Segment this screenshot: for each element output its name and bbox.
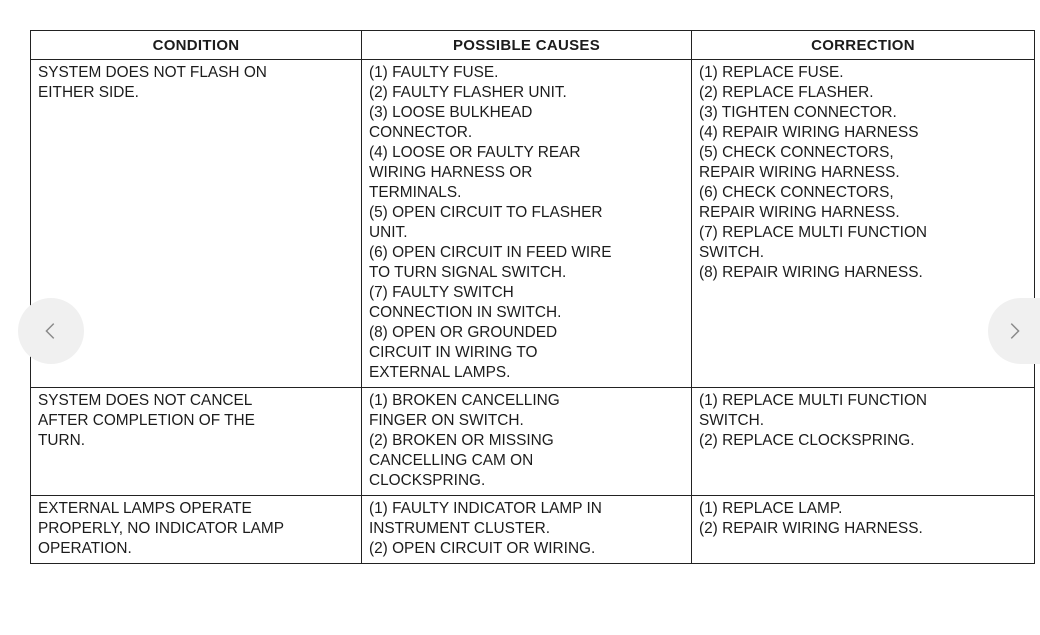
cause-text-line: (2) OPEN CIRCUIT OR WIRING. [369,540,596,557]
correction-text-line: SWITCH. [699,244,764,261]
cause-text-line: FINGER ON SWITCH. [369,412,524,429]
cause-text-line: (3) LOOSE BULKHEAD [369,104,533,121]
cause-text-line: (5) OPEN CIRCUIT TO FLASHER [369,204,603,221]
cause-text-line: CONNECTOR. [369,124,473,141]
cause-text-line: UNIT. [369,224,408,241]
condition-text-line: AFTER COMPLETION OF THE [38,412,255,429]
condition-text-line: EXTERNAL LAMPS OPERATE [38,500,252,517]
correction-text-line: (1) REPLACE LAMP. [699,500,843,517]
correction-text-line: (1) REPLACE MULTI FUNCTION [699,392,928,409]
cause-text-line: TERMINALS. [369,184,462,201]
cause-text-line: (1) FAULTY INDICATOR LAMP IN [369,500,602,517]
cause-text-line: (6) OPEN CIRCUIT IN FEED WIRE [369,244,612,261]
correction-text-line: SWITCH. [699,412,764,429]
correction-text-line: (4) REPAIR WIRING HARNESS [699,124,919,141]
possible-causes-cell [362,60,692,388]
table-row [31,388,1035,496]
cause-text-line: (2) BROKEN OR MISSING [369,432,554,449]
condition-text-line: PROPERLY, NO INDICATOR LAMP [38,520,285,537]
cause-text-line: INSTRUMENT CLUSTER. [369,520,550,537]
chevron-right-icon [1003,320,1025,342]
cause-text-line: EXTERNAL LAMPS. [369,364,511,381]
condition-text-line: EITHER SIDE. [38,84,139,101]
cause-text-line: (4) LOOSE OR FAULTY REAR [369,144,581,161]
correction-text-line: (2) REPLACE CLOCKSPRING. [699,432,915,449]
cause-text-line: TO TURN SIGNAL SWITCH. [369,264,567,281]
cause-text-line: CIRCUIT IN WIRING TO [369,344,538,361]
table-row [31,496,1035,564]
condition-cell [31,496,362,564]
cause-text-line: CONNECTION IN SWITCH. [369,304,562,321]
header-correction: CORRECTION [692,31,1035,60]
correction-text-line: (7) REPLACE MULTI FUNCTION [699,224,928,241]
possible-causes-cell [362,388,692,496]
possible-causes-cell [362,496,692,564]
table-row [31,60,1035,388]
condition-cell [31,388,362,496]
correction-cell [692,496,1035,564]
correction-text-line: (2) REPAIR WIRING HARNESS. [699,520,923,537]
diagnosis-table [30,30,1035,564]
cause-text-line: (1) FAULTY FUSE. [369,64,499,81]
correction-text-line: REPAIR WIRING HARNESS. [699,204,900,221]
correction-text-line: REPAIR WIRING HARNESS. [699,164,900,181]
correction-cell [692,60,1035,388]
cause-text-line: (7) FAULTY SWITCH [369,284,514,301]
table-body [31,60,1035,564]
condition-text-line: SYSTEM DOES NOT CANCEL [38,392,253,409]
cause-text-line: (2) FAULTY FLASHER UNIT. [369,84,567,101]
correction-text-line: (3) TIGHTEN CONNECTOR. [699,104,897,121]
cause-text-line: (1) BROKEN CANCELLING [369,392,560,409]
correction-text-line: (1) REPLACE FUSE. [699,64,844,81]
previous-page-button[interactable] [18,298,84,364]
cause-text-line: CANCELLING CAM ON [369,452,534,469]
condition-text-line: SYSTEM DOES NOT FLASH ON [38,64,267,81]
correction-text-line: (5) CHECK CONNECTORS, [699,144,894,161]
correction-text-line: (6) CHECK CONNECTORS, [699,184,894,201]
condition-text-line: OPERATION. [38,540,132,557]
table-header-row [31,31,1035,60]
chevron-left-icon [40,320,62,342]
correction-cell [692,388,1035,496]
cause-text-line: WIRING HARNESS OR [369,164,533,181]
condition-text-line: TURN. [38,432,86,449]
correction-text-line: (8) REPAIR WIRING HARNESS. [699,264,923,281]
cause-text-line: CLOCKSPRING. [369,472,486,489]
header-possible-causes: POSSIBLE CAUSES [362,31,692,60]
correction-text-line: (2) REPLACE FLASHER. [699,84,874,101]
header-condition: CONDITION [31,31,362,60]
cause-text-line: (8) OPEN OR GROUNDED [369,324,558,341]
